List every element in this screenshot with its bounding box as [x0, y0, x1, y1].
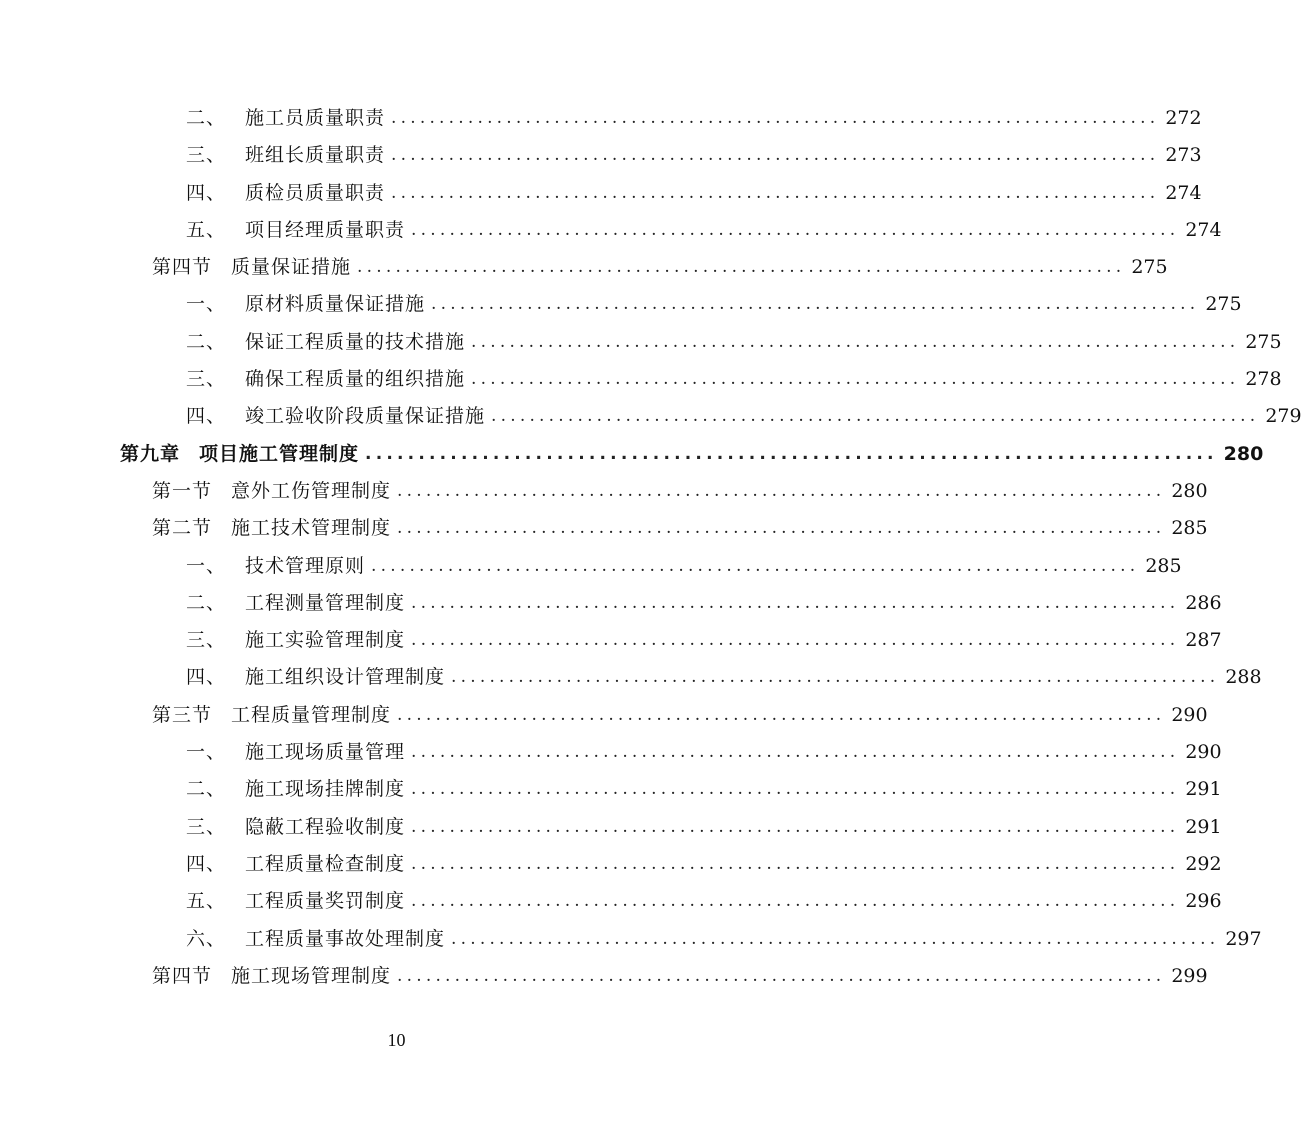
toc-entry-page: 275: [1245, 330, 1282, 353]
toc-entry-number: 第四节: [152, 964, 213, 987]
toc-entry-text: 施工技术管理制度: [231, 517, 392, 540]
toc-entry-text: 工程质量管理制度: [231, 703, 392, 726]
toc-entry-number: 第四节: [152, 256, 213, 279]
toc-leader-dots: ................................................................................: [431, 294, 1200, 315]
toc-entry-page: 299: [1171, 964, 1208, 987]
toc-entry-title: [186, 286, 425, 323]
toc-entry-number: 四、: [186, 405, 227, 428]
toc-entry[interactable]: [0, 473, 1208, 510]
toc-entry-title: [152, 958, 391, 995]
toc-leader-dots: ................................................................................: [411, 742, 1180, 763]
toc-entry-number: 三、: [186, 368, 227, 391]
toc-entry-text: 施工组织设计管理制度: [245, 666, 446, 689]
toc-entry-text: 保证工程质量的技术措施: [245, 330, 466, 353]
toc-entry[interactable]: [0, 212, 1222, 249]
toc-entry-text: 质量保证措施: [231, 256, 352, 279]
toc-entry-number: 第九章: [120, 442, 181, 465]
toc-entry-text: 班组长质量职责: [245, 144, 386, 167]
toc-entry-page: 274: [1185, 218, 1222, 241]
toc-entry[interactable]: [0, 100, 1202, 137]
toc-entry-number: 二、: [186, 778, 227, 801]
table-of-contents: [0, 100, 1302, 995]
toc-entry-page: 290: [1171, 703, 1208, 726]
toc-entry-title: [186, 585, 405, 622]
toc-entry-title: [186, 137, 385, 174]
toc-entry-text: 施工现场挂牌制度: [245, 778, 406, 801]
toc-entry-title: [186, 883, 405, 920]
toc-entry-text: 竣工验收阶段质量保证措施: [245, 405, 486, 428]
toc-entry-number: 三、: [186, 815, 227, 838]
toc-entry-page: 275: [1205, 293, 1242, 316]
toc-entry-title: [186, 921, 445, 958]
toc-entry-text: 意外工伤管理制度: [231, 479, 392, 502]
toc-leader-dots: ................................................................................: [411, 219, 1180, 240]
toc-entry-text: 施工实验管理制度: [245, 629, 406, 652]
toc-entry-title: [152, 249, 351, 286]
toc-entry-number: 二、: [186, 107, 227, 129]
toc-entry[interactable]: [0, 883, 1222, 920]
toc-entry-text: 项目施工管理制度: [199, 442, 360, 465]
toc-entry-number: 一、: [186, 741, 227, 764]
toc-entry-page: 280: [1223, 442, 1264, 465]
toc-leader-dots: ................................................................................: [491, 406, 1260, 427]
toc-leader-dots: ................................................................................: [391, 108, 1160, 128]
toc-entry-text: 原材料质量保证措施: [245, 293, 426, 316]
toc-entry[interactable]: [0, 846, 1222, 883]
toc-entry[interactable]: [0, 361, 1282, 398]
toc-entry-page: 272: [1165, 107, 1202, 129]
toc-entry-title: [186, 175, 385, 212]
toc-entry-text: 项目经理质量职责: [245, 218, 406, 241]
toc-leader-dots: ................................................................................: [397, 518, 1166, 539]
toc-entry-page: 279: [1265, 405, 1302, 428]
toc-entry-text: 工程质量事故处理制度: [245, 927, 446, 950]
toc-leader-dots: ................................................................................: [411, 779, 1180, 800]
toc-entry-number: 二、: [186, 591, 227, 614]
toc-entry-title: [186, 771, 405, 808]
toc-entry-title: [152, 473, 391, 510]
toc-entry-page: 292: [1185, 852, 1222, 875]
toc-entry-text: 施工员质量职责: [245, 107, 386, 129]
toc-leader-dots: ................................................................................: [397, 965, 1166, 986]
toc-entry-text: 工程质量奖罚制度: [245, 890, 406, 913]
toc-entry-title: [186, 809, 405, 846]
toc-entry-text: 隐蔽工程验收制度: [245, 815, 406, 838]
toc-entry-page: 278: [1245, 368, 1282, 391]
toc-entry-title: [186, 361, 465, 398]
toc-leader-dots: ................................................................................: [411, 891, 1180, 912]
toc-entry[interactable]: [0, 175, 1202, 212]
toc-entry-number: 四、: [186, 181, 227, 204]
toc-entry-number: 三、: [186, 629, 227, 652]
toc-leader-dots: ................................................................................: [371, 555, 1140, 576]
toc-entry-text: 施工现场管理制度: [231, 964, 392, 987]
toc-entry-page: 297: [1225, 927, 1262, 950]
toc-leader-dots: ................................................................................: [471, 369, 1240, 390]
toc-entry[interactable]: [0, 137, 1202, 174]
toc-entry-page: 273: [1165, 144, 1202, 167]
toc-leader-dots: ................................................................................: [411, 630, 1180, 651]
toc-entry-title: [186, 324, 465, 361]
toc-entry-number: 一、: [186, 554, 227, 577]
toc-leader-dots: ................................................................................: [451, 667, 1220, 688]
toc-leader-dots: ................................................................................: [451, 928, 1220, 949]
toc-leader-dots: ................................................................................: [391, 145, 1160, 166]
toc-entry[interactable]: [0, 921, 1262, 958]
toc-entry[interactable]: [0, 659, 1262, 696]
toc-entry-title: [186, 398, 485, 435]
toc-entry[interactable]: [0, 324, 1282, 361]
toc-entry-number: 五、: [186, 890, 227, 913]
toc-entry-text: 工程测量管理制度: [245, 591, 406, 614]
toc-entry[interactable]: [0, 548, 1182, 585]
toc-entry-title: [186, 548, 365, 585]
page-number: 10: [387, 1030, 406, 1050]
toc-leader-dots: ................................................................................: [397, 480, 1166, 501]
toc-leader-dots: ................................................................................: [411, 816, 1180, 837]
toc-entry[interactable]: [0, 622, 1222, 659]
toc-entry-page: 290: [1185, 741, 1222, 764]
toc-entry-title: [186, 100, 385, 137]
toc-leader-dots: ................................................................................: [365, 443, 1218, 464]
toc-leader-dots: ................................................................................: [411, 592, 1180, 613]
toc-entry-text: 工程质量检查制度: [245, 852, 406, 875]
toc-entry-text: 确保工程质量的组织措施: [245, 368, 466, 391]
toc-entry-text: 施工现场质量管理: [245, 741, 406, 764]
toc-entry[interactable]: [0, 436, 1264, 473]
toc-entry-title: [186, 734, 405, 771]
toc-entry[interactable]: [0, 771, 1222, 808]
toc-entry-title: [152, 510, 391, 547]
toc-entry-number: 五、: [186, 218, 227, 241]
toc-leader-dots: ................................................................................: [411, 853, 1180, 874]
toc-entry-title: [186, 212, 405, 249]
toc-entry[interactable]: [0, 585, 1222, 622]
toc-entry-number: 三、: [186, 144, 227, 167]
toc-entry-number: 四、: [186, 852, 227, 875]
toc-entry-number: 第二节: [152, 517, 213, 540]
toc-entry[interactable]: [0, 510, 1208, 547]
toc-entry[interactable]: [0, 398, 1302, 435]
toc-leader-dots: ................................................................................: [357, 257, 1126, 278]
toc-entry[interactable]: [0, 286, 1242, 323]
toc-entry-title: [152, 697, 391, 734]
toc-entry[interactable]: [0, 958, 1208, 995]
toc-entry-page: 286: [1185, 591, 1222, 614]
toc-entry-number: 一、: [186, 293, 227, 316]
toc-entry-title: [186, 846, 405, 883]
toc-entry-number: 二、: [186, 330, 227, 353]
toc-entry-page: 288: [1225, 666, 1262, 689]
toc-entry-number: 六、: [186, 927, 227, 950]
toc-entry-text: 技术管理原则: [245, 554, 366, 577]
toc-entry[interactable]: [0, 809, 1222, 846]
toc-entry[interactable]: [0, 249, 1168, 286]
toc-entry-page: 296: [1185, 890, 1222, 913]
toc-entry-page: 274: [1165, 181, 1202, 204]
toc-entry-number: 第一节: [152, 479, 213, 502]
toc-entry[interactable]: [0, 734, 1222, 771]
toc-entry[interactable]: [0, 697, 1208, 734]
toc-entry-page: 285: [1171, 517, 1208, 540]
toc-entry-page: 280: [1171, 479, 1208, 502]
toc-entry-page: 287: [1185, 629, 1222, 652]
toc-entry-number: 四、: [186, 666, 227, 689]
toc-leader-dots: ................................................................................: [397, 704, 1166, 725]
toc-entry-page: 291: [1185, 778, 1222, 801]
toc-entry-title: [186, 622, 405, 659]
toc-leader-dots: ................................................................................: [391, 182, 1160, 203]
toc-entry-number: 第三节: [152, 703, 213, 726]
toc-entry-title: [186, 659, 445, 696]
toc-entry-page: 285: [1145, 554, 1182, 577]
toc-entry-title: [120, 436, 359, 473]
toc-leader-dots: ................................................................................: [471, 331, 1240, 352]
toc-entry-text: 质检员质量职责: [245, 181, 386, 204]
toc-entry-page: 275: [1131, 256, 1168, 279]
toc-entry-page: 291: [1185, 815, 1222, 838]
